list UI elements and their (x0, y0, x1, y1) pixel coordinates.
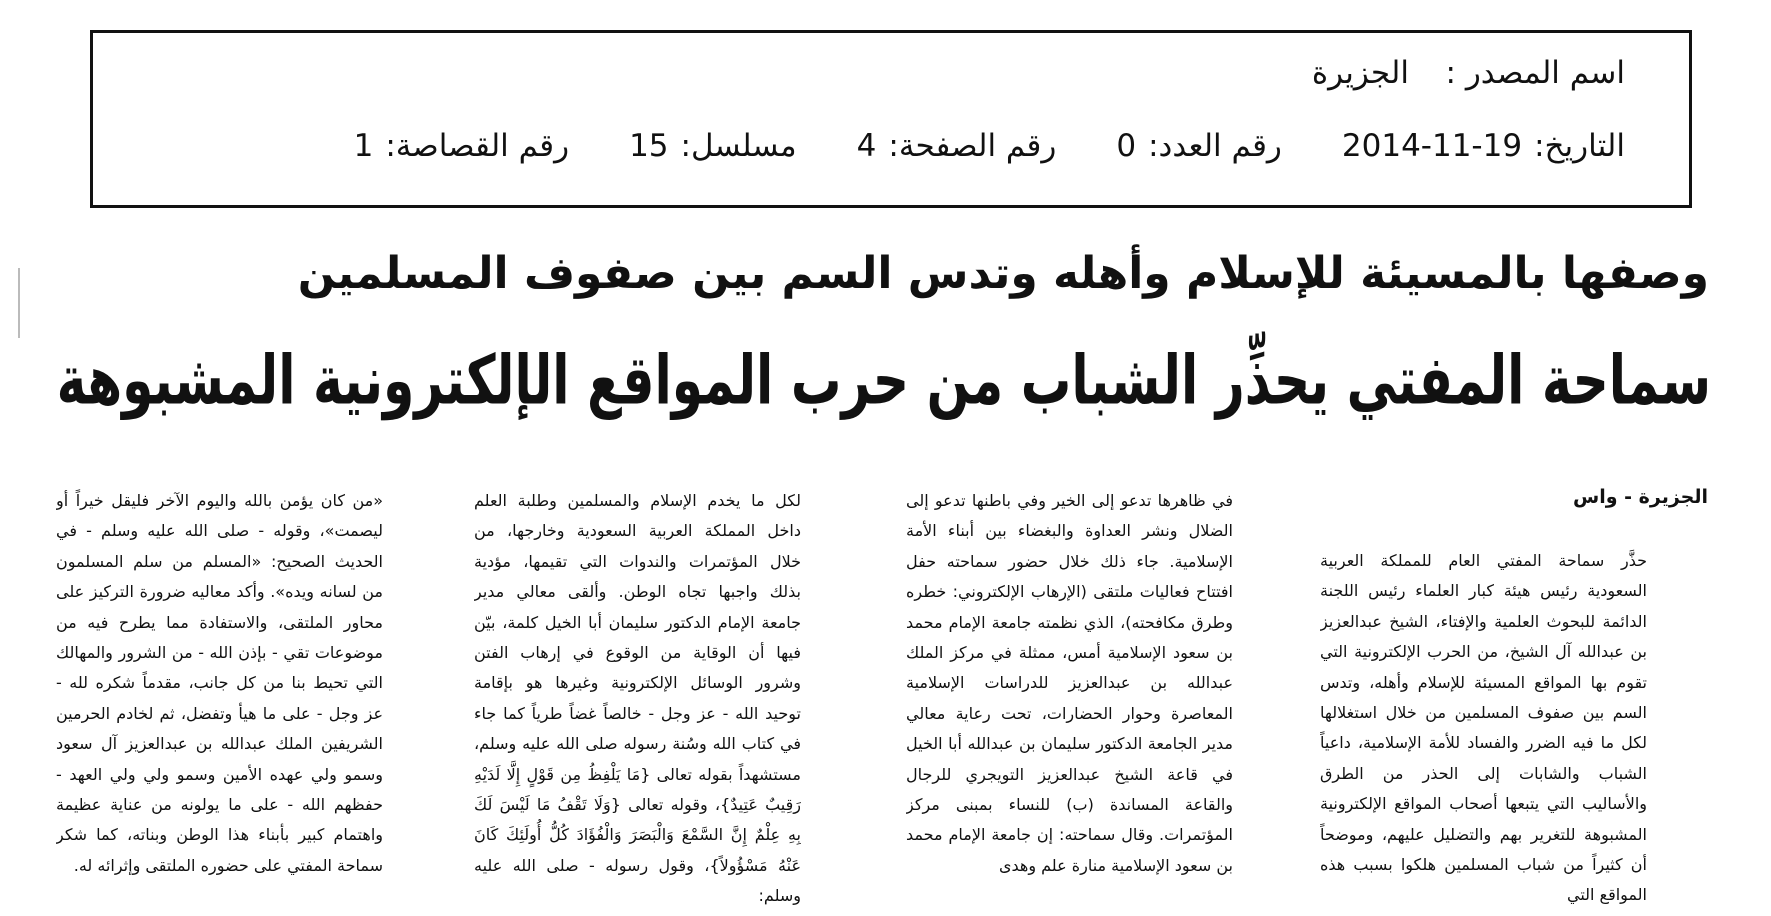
article-column-2 (906, 486, 1233, 911)
page-value: 4 (856, 128, 877, 164)
page-field (857, 128, 1057, 164)
column-1-text: حذَّر سماحة المفتي العام للمملكة العربية السعودية رئيس هيئة كبار العلماء رئيس اللجنة الدائمة للبحوث العلمية والإفتاء، الشيخ عبدالعزيز بن عبدالله آل الشيخ، من الحرب الإلكترونية التي تقوم بها المواقع المسيئة للإسلام وأهله، وتدس السم بين صفوف المسلمين من خلال استغلالها لكل ما فيه الضرر والفساد للأمة الإسلامية، داعياً الشباب والشابات إلى الحذر من الطرق والأساليب التي يتبعها أصحاب المواقع الإلكترونية المشبوهة للتغرير بهم والتضليل عليهم، وموضحاً أن كثيراً من شباب المسلمين هلكوا بسبب هذه المواقع التي (1320, 551, 1647, 905)
date-label: التاريخ: (1534, 128, 1625, 164)
source-value: الجزيرة (1311, 55, 1409, 91)
page-margin-rule (18, 268, 20, 338)
serial-value: 15 (629, 128, 669, 164)
clip-value: 1 (353, 128, 374, 164)
article-column-4 (56, 486, 383, 911)
article-subheadline: وصفها بالمسيئة للإسلام وأهله وتدس السم بين صفوف المسلمين (297, 248, 1709, 299)
details-row (354, 128, 1625, 164)
issue-value: 0 (1116, 128, 1137, 164)
page-label: رقم الصفحة: (888, 128, 1057, 164)
issue-label: رقم العدد: (1148, 128, 1282, 164)
column-4-text: «من كان يؤمن بالله واليوم الآخر فليقل خيراً أو ليصمت»، وقوله - صلى الله عليه وسلم - في الحديث الصحيح: «المسلم من سلم المسلمون من لسانه ويده». وأكد معاليه ضرورة التركيز على محاور الملتقى، والاستفادة مما يطرح فيه من موضوعات تقي - بإذن الله - من الشرور والمهالك التي تحيط بنا من كل جانب، مقدماً شكره لله - عز وجل - على ما هيأ وتفضل، ثم لخادم الحرمين الشريفين الملك عبدالله بن عبدالعزيز آل سعود وسمو ولي عهده الأمين وسمو ولي ولي العهد - حفظهم الله - على ما يولونه من عناية عظيمة واهتمام كبير بأبناء هذا الوطن وبناته، كما شكر سماحة المفتي على حضوره الملتقى وإثرائه له. (56, 491, 383, 875)
column-2-text: في ظاهرها تدعو إلى الخير وفي باطنها تدعو إلى الضلال ونشر العداوة والبغضاء بين أبناء الأمة الإسلامية. جاء ذلك خلال حضور سماحته حفل افتتاح فعاليات ملتقى (الإرهاب الإلكتروني: خطره وطرق مكافحته)، الذي نظمته جامعة الإمام محمد بن سعود الإسلامية أمس، ممثلة في مركز الملك عبدالله بن عبدالعزيز للدراسات الإسلامية المعاصرة وحوار الحضارات، تحت رعاية معالي مدير الجامعة الدكتور سليمان بن عبدالله أبا الخيل في قاعة الشيخ عبدالعزيز التويجري للرجال والقاعة المساندة (ب) للنساء بمبنى مركز المؤتمرات. وقال سماحته: إن جامعة الإمام محمد بن سعود الإسلامية منارة علم وهدى (906, 491, 1233, 875)
clip-field (354, 128, 569, 164)
source-label: اسم المصدر : (1445, 55, 1625, 91)
clipping-metadata-box (90, 30, 1692, 208)
serial-field (629, 128, 797, 164)
article-column-1 (1320, 546, 1647, 911)
date-value: 2014-11-19 (1341, 128, 1523, 164)
source-row (1312, 55, 1625, 91)
article-column-3 (474, 486, 801, 911)
date-field (1342, 128, 1625, 164)
article-byline: الجزيرة - واس (1573, 486, 1708, 508)
column-3-text: لكل ما يخدم الإسلام والمسلمين وطلبة العلم داخل المملكة العربية السعودية وخارجها، من خلال المؤتمرات والندوات التي تقيمها، مؤدية بذلك واجبها تجاه الوطن. وألقى معالي مدير جامعة الإمام الدكتور سليمان أبا الخيل كلمة، بيّن فيها أن الوقاية من الوقوع في إرهاب الفتن وشرور الوسائل الإلكترونية وغيرها هو بإقامة توحيد الله - عز وجل - خالصاً غضاً طرياً كما جاء في كتاب الله وسُنة رسوله صلى الله عليه وسلم، مستشهداً بقوله تعالى {مَا يَلْفِظُ مِن قَوْلٍ إِلَّا لَدَيْهِ رَقِيبٌ عَتِيدٌ}، وقوله تعالى {وَلَا تَقْفُ مَا لَيْسَ لَكَ بِهِ عِلْمٌ إِنَّ السَّمْعَ وَالْبَصَرَ وَالْفُؤَادَ كُلُّ أُولَئِكَ كَانَ عَنْهُ مَسْؤُولاً}، وقول رسوله - صلى الله عليه وسلم: (474, 491, 801, 906)
serial-label: مسلسل: (680, 128, 797, 164)
clip-label: رقم القصاصة: (385, 128, 570, 164)
issue-field (1116, 128, 1282, 164)
article-headline: سماحة المفتي يحذِّر الشباب من حرب المواقع الإلكترونية المشبوهة (56, 340, 1711, 420)
